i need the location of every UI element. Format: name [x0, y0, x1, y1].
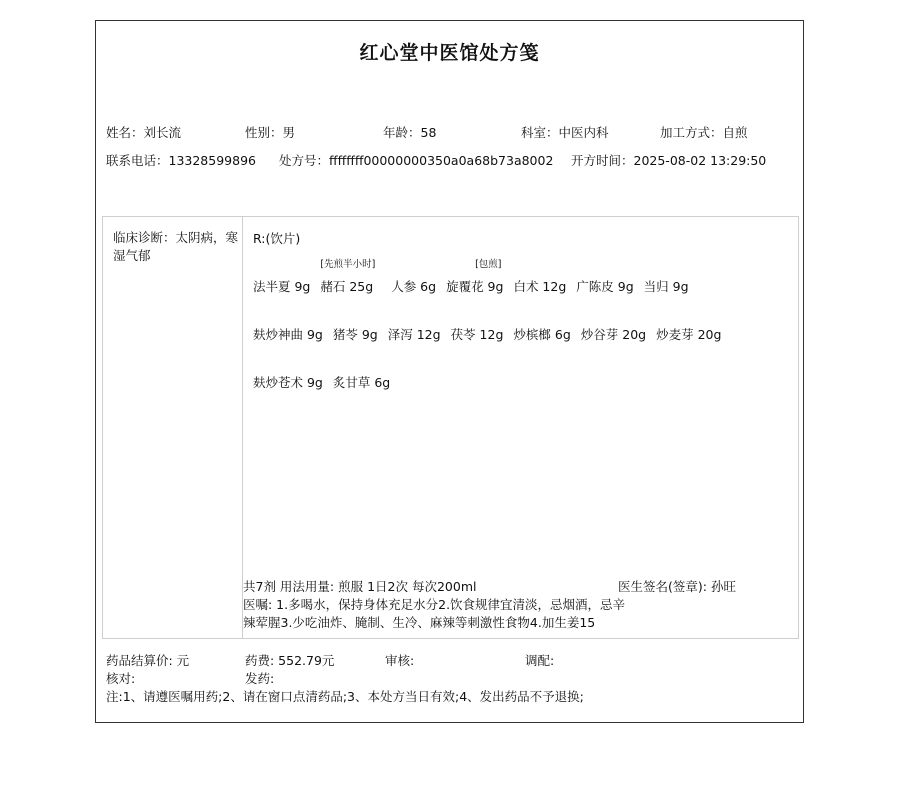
herb-item: 当归 9g	[643, 279, 689, 294]
herb-row-3	[253, 373, 390, 391]
herb-item: 炒麦芽 20g	[656, 327, 722, 342]
herb-item: 炒谷芽 20g	[580, 327, 647, 342]
herb-item: [包煎] 旋覆花 9g	[446, 277, 503, 295]
herb-row-1	[253, 259, 689, 295]
document-title: 红心堂中医馆处方笺	[359, 42, 540, 64]
herb-note: [先煎半小时]	[320, 259, 376, 270]
herb-item: 猪苓 9g	[332, 327, 378, 342]
footer-note: 注:1、请遵医嘱用药;2、请在窗口点清药品;3、本处方当日有效;4、发出药品不予退换;	[106, 689, 584, 704]
prescription-type: R:(饮片)	[253, 231, 301, 246]
herb-row-2	[253, 325, 721, 343]
contact-phone: 联系电话：13328599896	[106, 153, 256, 168]
herb-item: 麸炒神曲 9g	[253, 327, 323, 342]
herb-item: 白术 12g	[513, 279, 567, 294]
department: 科室：中医内科	[521, 125, 609, 140]
medical-advice: 医嘱: 1.多喝水，保持身体充足水分2.饮食规律宜清淡，忌烟酒，忌辛辣荤腥3.少吃油炸、腌制、生冷、麻辣等刺激性食物4.加生姜15	[243, 597, 626, 630]
drug-settlement-price: 药品结算价: 元	[106, 653, 190, 668]
usage-dosage: 共7剂 用法用量: 煎服 1日2次 每次200ml	[243, 579, 477, 594]
herb-item: 泽泻 12g	[387, 327, 441, 342]
dispenser: 调配:	[525, 653, 555, 668]
herb-item: [先煎半小时] 赭石 25g	[320, 277, 373, 295]
herb-item: 炒槟榔 6g	[513, 327, 571, 342]
herb-item: 法半夏 9g	[253, 279, 311, 294]
patient-name: 姓名：刘长流	[106, 125, 182, 140]
diagnosis-column	[103, 217, 243, 638]
drug-fee: 药费: 552.79元	[245, 653, 335, 668]
herb-item: 人参 6g	[391, 279, 437, 294]
herb-item: 广陈皮 9g	[576, 279, 634, 294]
prescription-number: 处方号：ffffffff00000000350a0a68b73a8002	[279, 153, 554, 168]
prescription-time: 开方时间：2025-08-02 13:29:50	[571, 153, 767, 168]
herb-item: 炙甘草 6g	[332, 375, 391, 390]
processing-method: 加工方式：自煎	[660, 125, 748, 140]
reviewer: 审核:	[385, 653, 415, 668]
patient-age: 年龄：58	[383, 125, 437, 140]
checker: 核对:	[106, 671, 136, 686]
herb-note: [包煎]	[475, 259, 502, 270]
patient-gender: 性别：男	[245, 125, 296, 140]
issuer: 发药:	[245, 671, 275, 686]
prescription-box	[102, 216, 799, 639]
herb-item: 茯苓 12g	[450, 327, 504, 342]
herb-item: 麸炒苍术 9g	[253, 375, 323, 390]
doctor-signature: 医生签名(签章): 孙旺	[618, 579, 736, 594]
prescription-sheet	[95, 20, 804, 723]
clinical-diagnosis: 临床诊断：太阴病，寒湿气郁	[113, 230, 239, 263]
